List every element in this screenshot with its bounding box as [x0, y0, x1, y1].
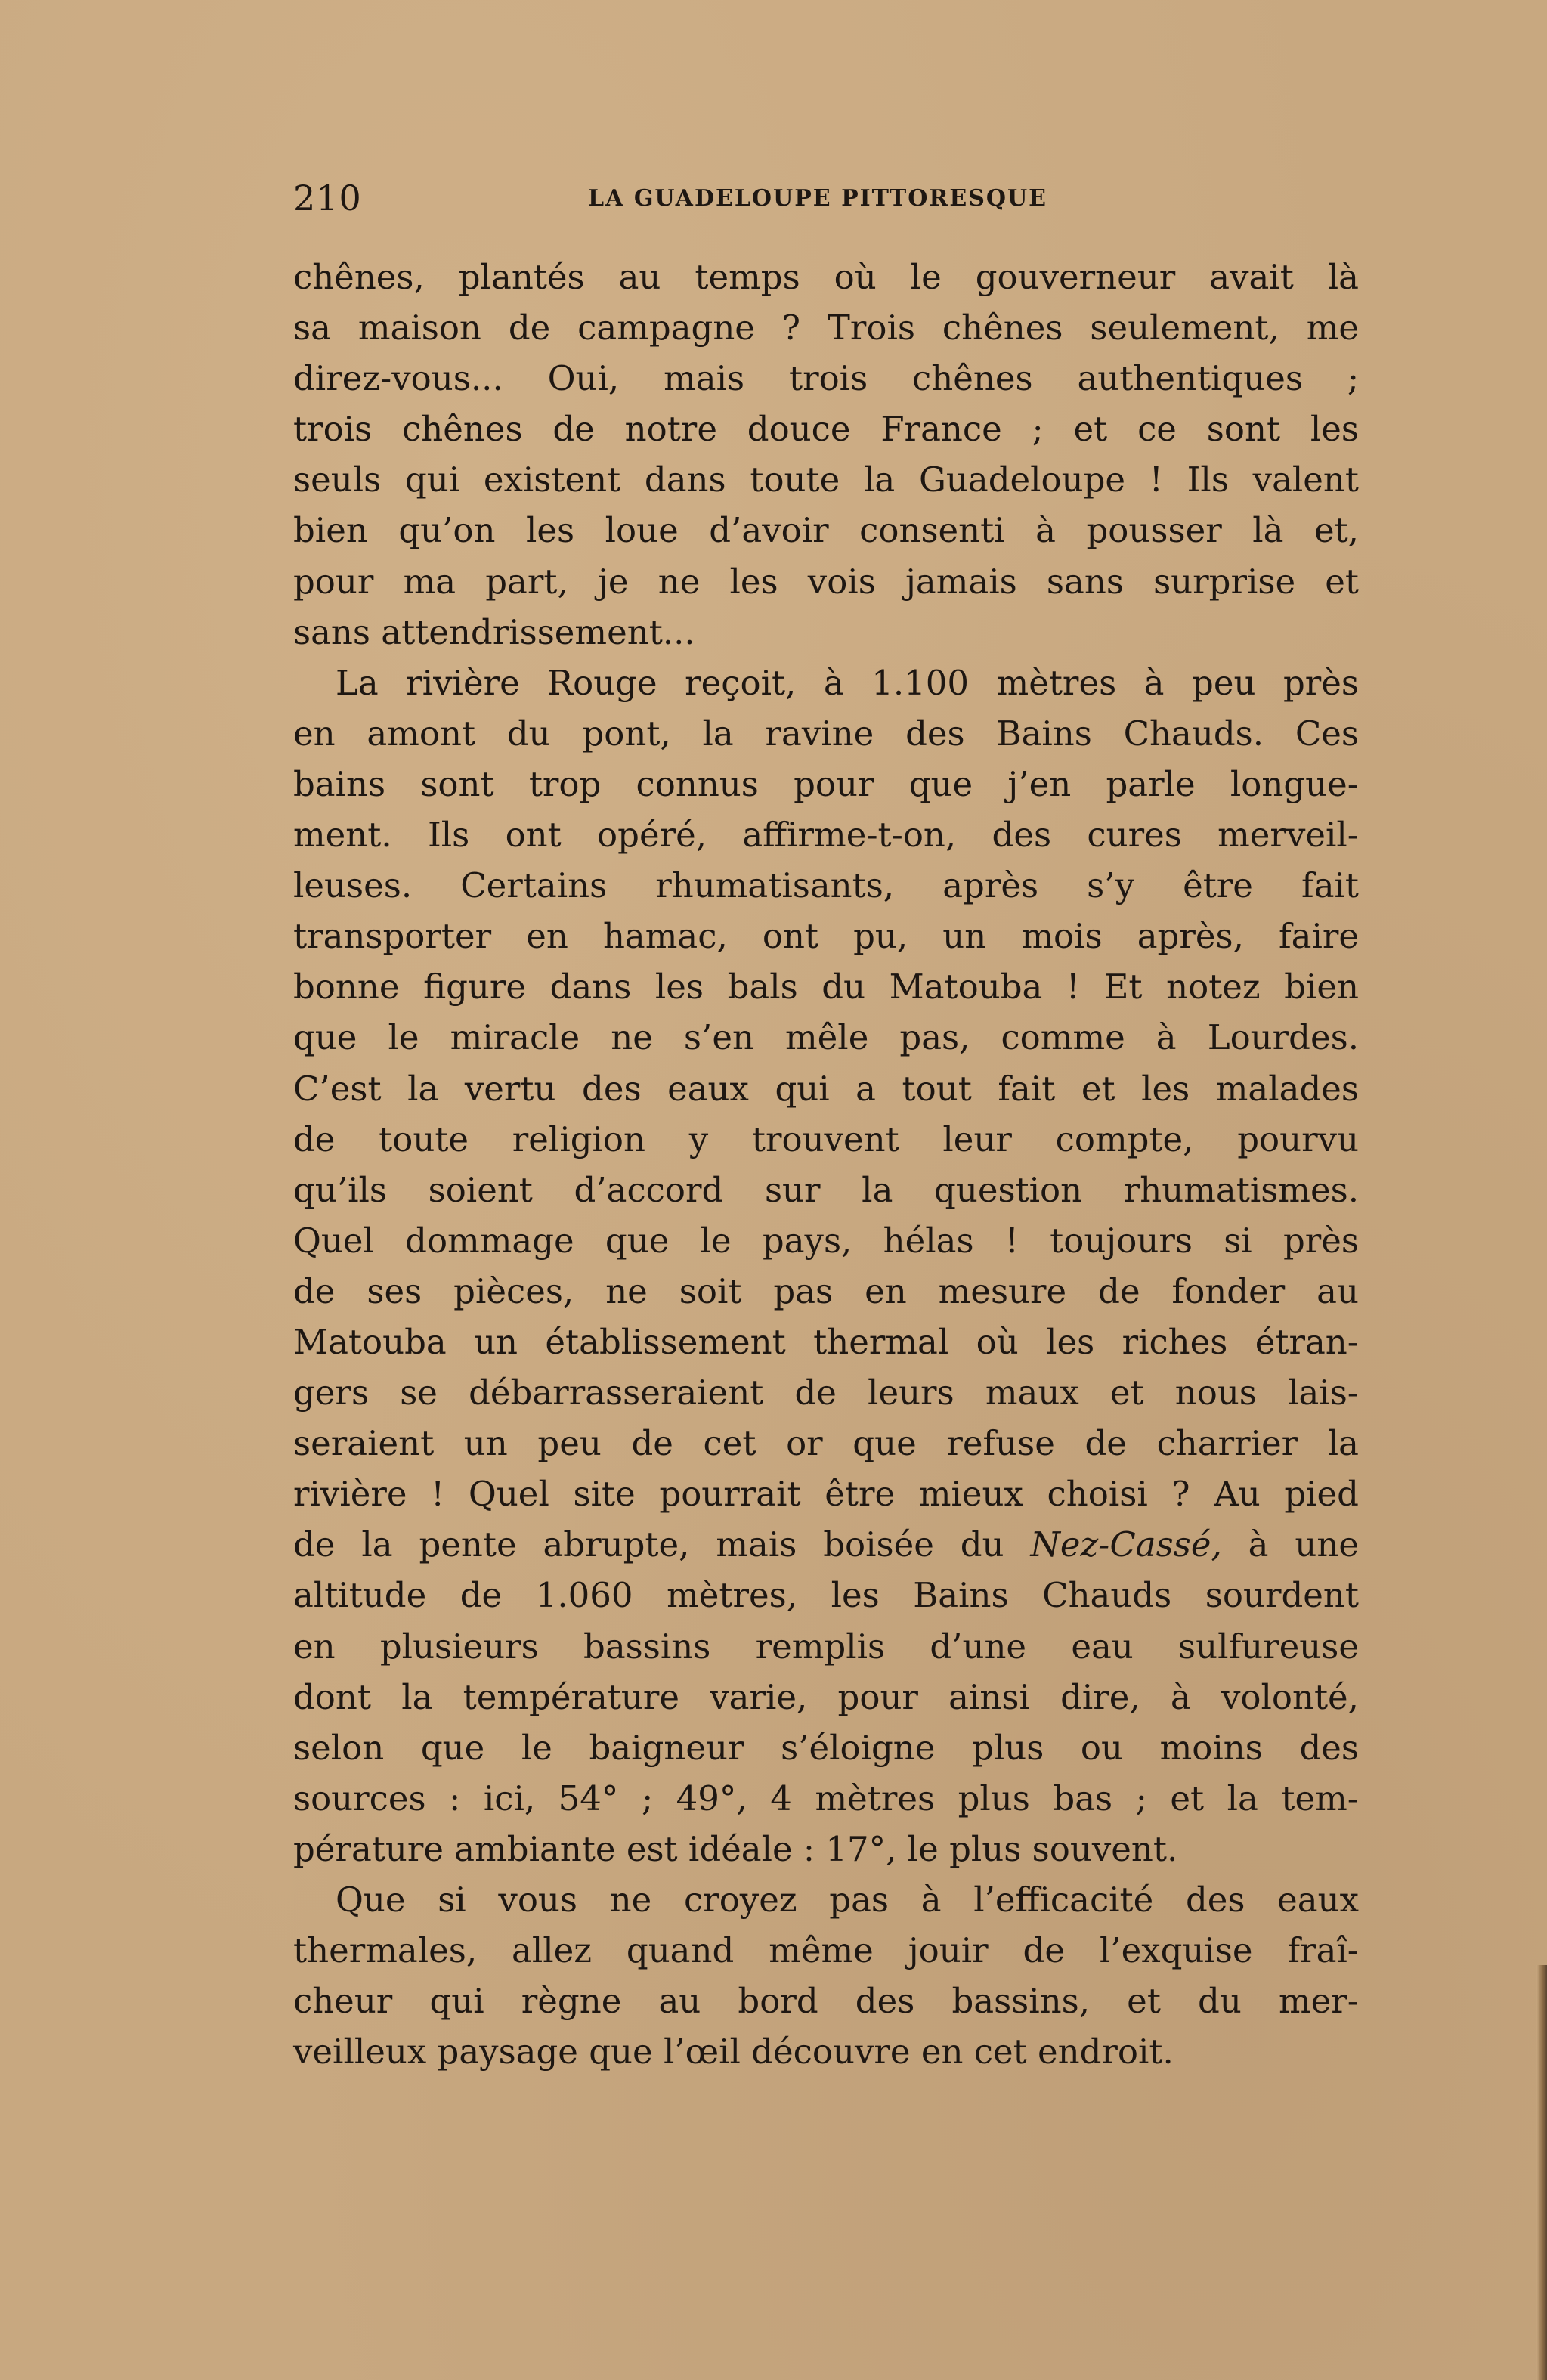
- text-line: direz-vous... Oui, mais trois chênes authentiques ;: [293, 358, 1359, 399]
- text-line: rivière ! Quel site pourrait être mieux choisi ? Au pied: [293, 1474, 1359, 1515]
- text-line: sans attendrissement...: [293, 611, 695, 652]
- paragraph-start: La rivière Rouge reçoit, à 1.100 mètres à peu près: [336, 662, 1359, 703]
- text-line: Matouba un établissement thermal où les riches étran-: [293, 1321, 1359, 1362]
- text-line: C’est la vertu des eaux qui a tout fait et les malades: [293, 1068, 1359, 1109]
- text-line: de ses pièces, ne soit pas en mesure de fonder au: [293, 1270, 1359, 1311]
- text-line: seraient un peu de cet or que refuse de charrier la: [293, 1423, 1359, 1464]
- text-line: chênes, plantés au temps où le gouverneur avait là: [293, 257, 1359, 297]
- running-title: LA GUADELOUPE PITTORESQUE: [588, 185, 1048, 212]
- text-line: gers se débarrasseraient de leurs maux et nous lais-: [293, 1373, 1359, 1413]
- text-line: seuls qui existent dans toute la Guadeloupe ! Ils valent: [293, 460, 1359, 500]
- text-line: bains sont trop connus pour que j’en parle longue-: [293, 763, 1359, 804]
- text-line: trois chênes de notre douce France ; et ce sont les: [293, 409, 1359, 450]
- text-line-with-italic: [293, 1519, 1359, 1570]
- text-line: dont la température varie, pour ainsi dire, à volonté,: [293, 1676, 1359, 1717]
- text-segment: de la pente abrupte, mais boisée du: [293, 1524, 1004, 1565]
- page-edge-shadow: [1536, 1965, 1547, 2380]
- text-line: cheur qui règne au bord des bassins, et du mer-: [293, 1981, 1359, 2022]
- text-line: selon que le baigneur s’éloigne plus ou moins des: [293, 1727, 1359, 1768]
- text-line: bien qu’on les loue d’avoir consenti à pousser là et,: [293, 510, 1359, 551]
- text-line: que le miracle ne s’en mêle pas, comme à Lourdes.: [293, 1017, 1359, 1058]
- text-line: sources : ici, 54° ; 49°, 4 mètres plus bas ; et la tem-: [293, 1778, 1359, 1818]
- page-number: 210: [293, 178, 362, 218]
- text-line: ment. Ils ont opéré, affirme-t-on, des cures merveil-: [293, 815, 1359, 856]
- text-line: pérature ambiante est idéale : 17°, le plus souvent.: [293, 1828, 1178, 1869]
- text-line: en plusieurs bassins remplis d’une eau sulfureuse: [293, 1626, 1359, 1667]
- text-line: leuses. Certains rhumatisants, après s’y être fait: [293, 865, 1359, 906]
- text-line: thermales, allez quand même jouir de l’exquise fraî-: [293, 1930, 1359, 1971]
- text-line: altitude de 1.060 mètres, les Bains Chauds sourdent: [293, 1575, 1359, 1616]
- text-line: bonne figure dans les bals du Matouba ! Et notez bien: [293, 967, 1359, 1007]
- text-line: transporter en hamac, ont pu, un mois après, faire: [293, 916, 1359, 957]
- text-line: pour ma part, je ne les vois jamais sans surprise et: [293, 561, 1359, 602]
- text-line: veilleux paysage que l’œil découvre en cet endroit.: [293, 2032, 1174, 2072]
- body-text: [293, 252, 1359, 2077]
- text-line: de toute religion y trouvent leur compte, pourvu: [293, 1119, 1359, 1159]
- text-line: en amont du pont, la ravine des Bains Chauds. Ces: [293, 713, 1359, 754]
- paragraph-start: Que si vous ne croyez pas à l’efficacité des eaux: [336, 1880, 1359, 1920]
- text-line: Quel dommage que le pays, hélas ! toujours si près: [293, 1220, 1359, 1261]
- page-header: [293, 175, 1103, 221]
- text-line: sa maison de campagne ? Trois chênes seulement, me: [293, 308, 1359, 348]
- text-line: qu’ils soient d’accord sur la question rhumatismes.: [293, 1169, 1359, 1210]
- place-name-italic: Nez-Cassé,: [1030, 1524, 1222, 1565]
- text-segment: à une: [1248, 1524, 1359, 1565]
